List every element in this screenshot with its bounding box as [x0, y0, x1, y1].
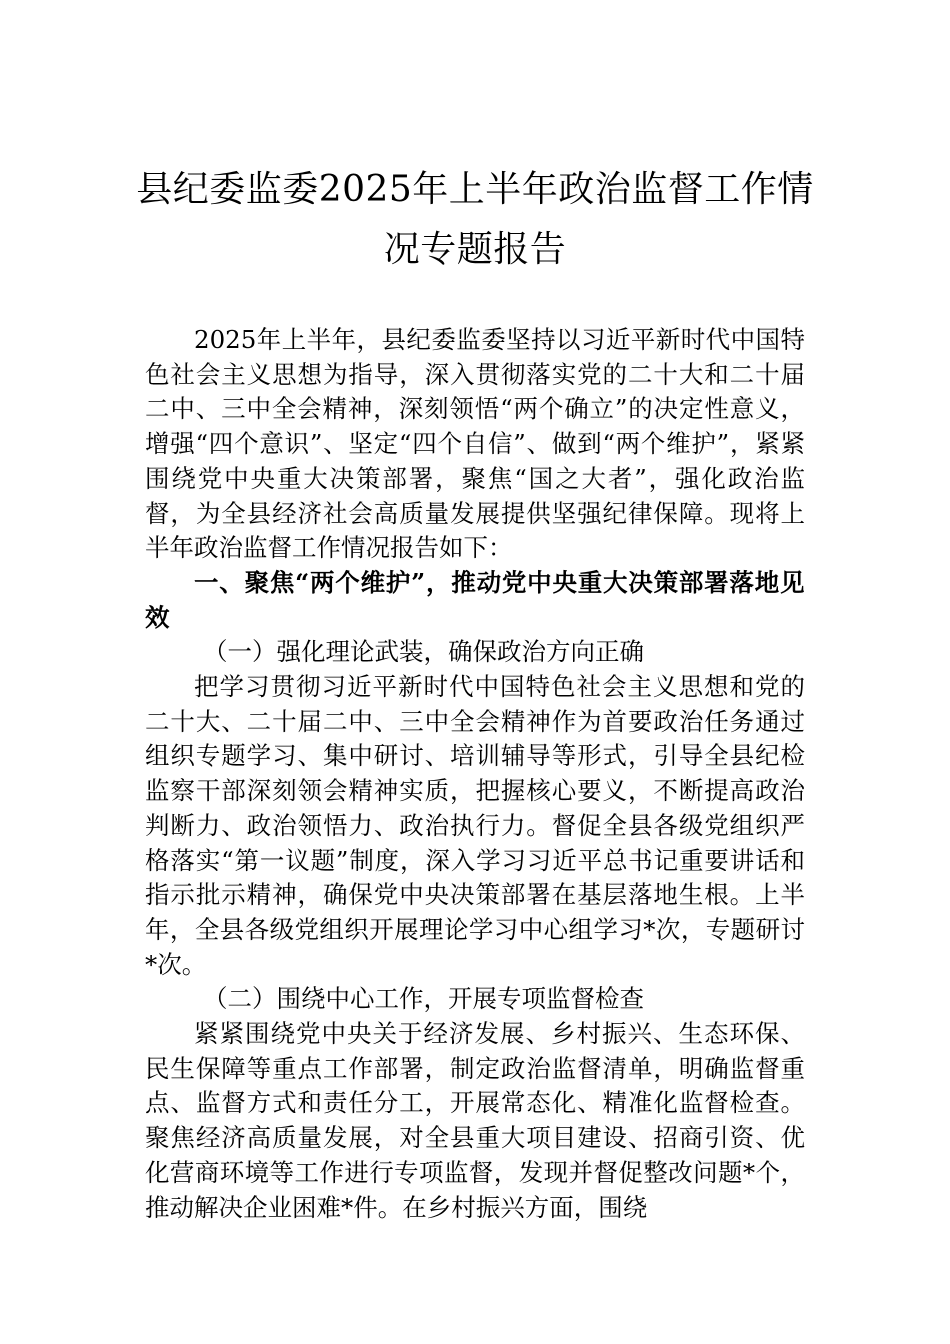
body-paragraph-2: 紧紧围绕党中央关于经济发展、乡村振兴、生态环保、民生保障等重点工作部署，制定政治监督清单，明确监督重点、监督方式和责任分工，开展常态化、精准化监督检查。聚焦经济高质量发展，对全县重大项目建设、招商引资、优化营商环境等工作进行专项监督，发现并督促整改问题*个，推动解决企业困难*件。在乡村振兴方面，围绕: [145, 1019, 805, 1222]
section-heading-1: 一、聚焦“两个维护”，推动党中央重大决策部署落地见效: [145, 567, 805, 632]
title-line-2: 况专题报告: [383, 229, 567, 270]
body-paragraph-1: 把学习贯彻习近平新时代中国特色社会主义思想和党的二十大、二十届二中、三中全会精神作为首要政治任务通过组织专题学习、集中研讨、培训辅导等形式，引导全县纪检监察干部深刻领会精神实质，把握核心要义，不断提高政治判断力、政治领悟力、政治执行力。督促全县各级党组织严格落实“第一议题”制度，深入学习习近平总书记重要讲话和指示批示精神，确保党中央决策部署在基层落地生根。上半年，全县各级党组织开展理论学习中心组学习*次，专题研讨*次。: [145, 672, 805, 979]
document-body: [145, 323, 805, 1225]
subsection-heading-2: （二）围绕中心工作，开展专项监督检查: [203, 984, 644, 1014]
intro-paragraph: 2025年上半年，县纪委监委坚持以习近平新时代中国特色社会主义思想为指导，深入贯彻落实党的二十大和二十届二中、三中全会精神，深刻领悟“两个确立”的决定性意义，增强“四个意识”、坚定“四个自信”、做到“两个维护”，紧紧围绕党中央重大决策部署，聚焦“国之大者”，强化政治监督，为全县经济社会高质量发展提供坚强纪律保障。现将上半年政治监督工作情况报告如下：: [145, 325, 805, 563]
title-line-1: 县纪委监委2025年上半年政治监督工作情: [136, 169, 814, 210]
document-title: [120, 160, 830, 280]
subsection-heading-1: （一）强化理论武装，确保政治方向正确: [203, 637, 644, 667]
